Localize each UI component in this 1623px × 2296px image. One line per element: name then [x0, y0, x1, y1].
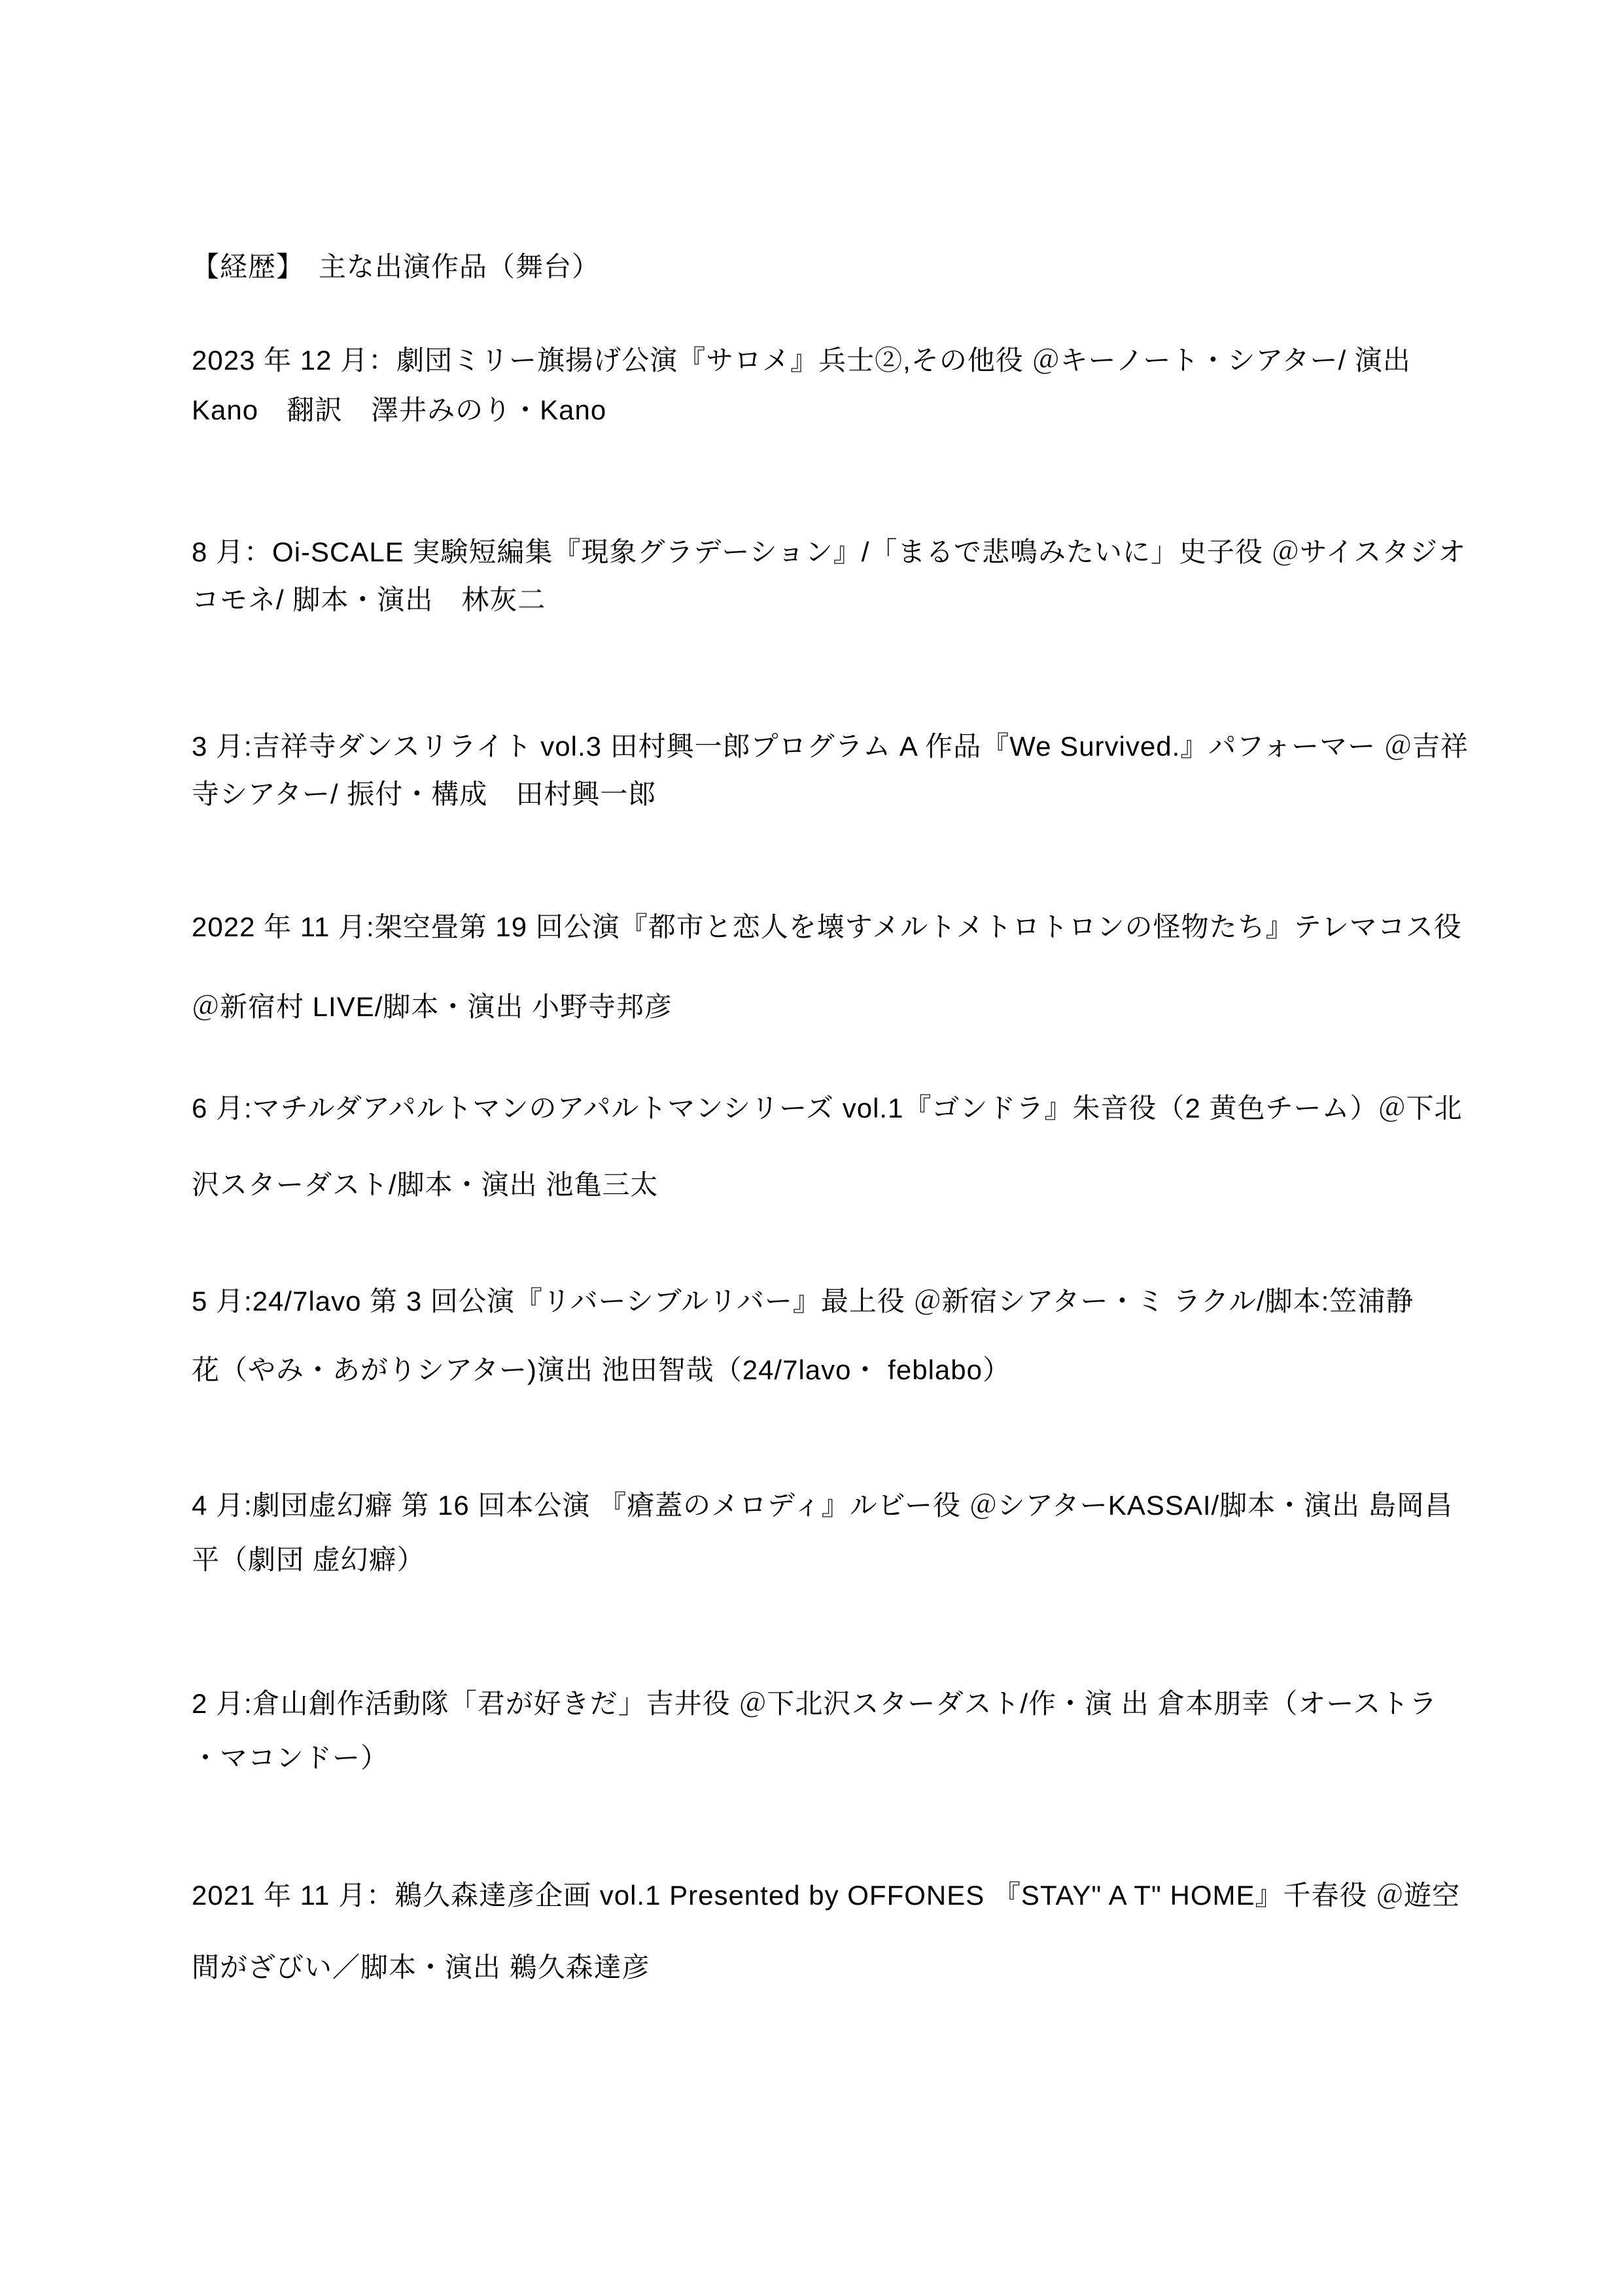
- entry-line: 2 月:倉山創作活動隊「君が好きだ」吉井役 ＠下北沢スターダスト/作・演 出 倉本朋幸（オーストラ: [192, 1688, 1438, 1719]
- entry-line: 4 月:劇団虚幻癖 第 16 回本公演 『瘡蓋のメロディ』ルビー役 ＠シアターKASSAI/脚本・演出 島岡昌: [192, 1490, 1453, 1521]
- entry-line: 2023 年 12 月：劇団ミリー旗揚げ公演『サロメ』兵士②,その他役 ＠キーノート・シアター/ 演出: [192, 345, 1411, 376]
- entry-2022-04: [192, 1490, 1453, 1576]
- entry-line: 間がざびい／脚本・演出 鵜久森達彦: [192, 1952, 650, 1983]
- entry-2021-11: [192, 1880, 1461, 1983]
- entry-2022-06: [192, 1093, 1463, 1201]
- entry-line: 寺シアター/ 振付・構成 田村興一郎: [192, 779, 657, 809]
- entry-line: 2022 年 11 月:架空畳第 19 回公演『都市と恋人を壊すメルトメトロトロンの怪物たち』テレマコス役: [192, 911, 1462, 942]
- entry-line: Kano 翻訳 澤井みのり・Kano: [192, 395, 607, 425]
- entry-line: ・マコンドー）: [192, 1742, 389, 1773]
- entry-2022-11: [192, 911, 1462, 1023]
- entry-2022-02: [192, 1688, 1443, 1774]
- entry-line: 3 月:吉祥寺ダンスリライト vol.3 田村興一郎プログラム A 作品『We Survived.』パフォーマー ＠吉祥: [192, 731, 1469, 762]
- entry-2023-12: [192, 345, 1443, 426]
- entry-line: 6 月:マチルダアパルトマンのアパルトマンシリーズ vol.1『ゴンドラ』朱音役（2 黄色チーム）＠下北: [192, 1093, 1463, 1123]
- entry-line: コモネ/ 脚本・演出 林灰二: [192, 584, 546, 615]
- entry-line: 2021 年 11 月：鵜久森達彦企画 vol.1 Presented by OFFONES 『STAY" A T" HOME』千春役 ＠遊空: [192, 1880, 1461, 1911]
- entry-line: 8 月：Oi-SCALE 実験短編集『現象グラデーション』/「まるで悲鳴みたいに」史子役 ＠サイスタジオ: [192, 537, 1467, 567]
- document-content: [0, 251, 1623, 1983]
- entry-line: ＠新宿村 LIVE/脚本・演出 小野寺邦彦: [192, 991, 673, 1022]
- entry-2023-08: [192, 537, 1467, 616]
- entry-2022-05: [192, 1286, 1443, 1386]
- entry-line: 平（劇団 虚幻癖）: [192, 1544, 425, 1575]
- entry-line: 沢スターダスト/脚本・演出 池亀三太: [192, 1169, 659, 1200]
- entry-2023-03: [192, 731, 1469, 810]
- entry-line: 5 月:24/7lavo 第 3 回公演『リバーシブルリバー』最上役 ＠新宿シアター・ミ ラクル/脚本:笠浦静: [192, 1286, 1414, 1316]
- entry-line: 花（やみ・あがりシアター)演出 池田智哉（24/7lavo・ feblabo）: [192, 1354, 1011, 1385]
- section-heading: 【経歴】 主な出演作品（舞台）: [192, 251, 601, 282]
